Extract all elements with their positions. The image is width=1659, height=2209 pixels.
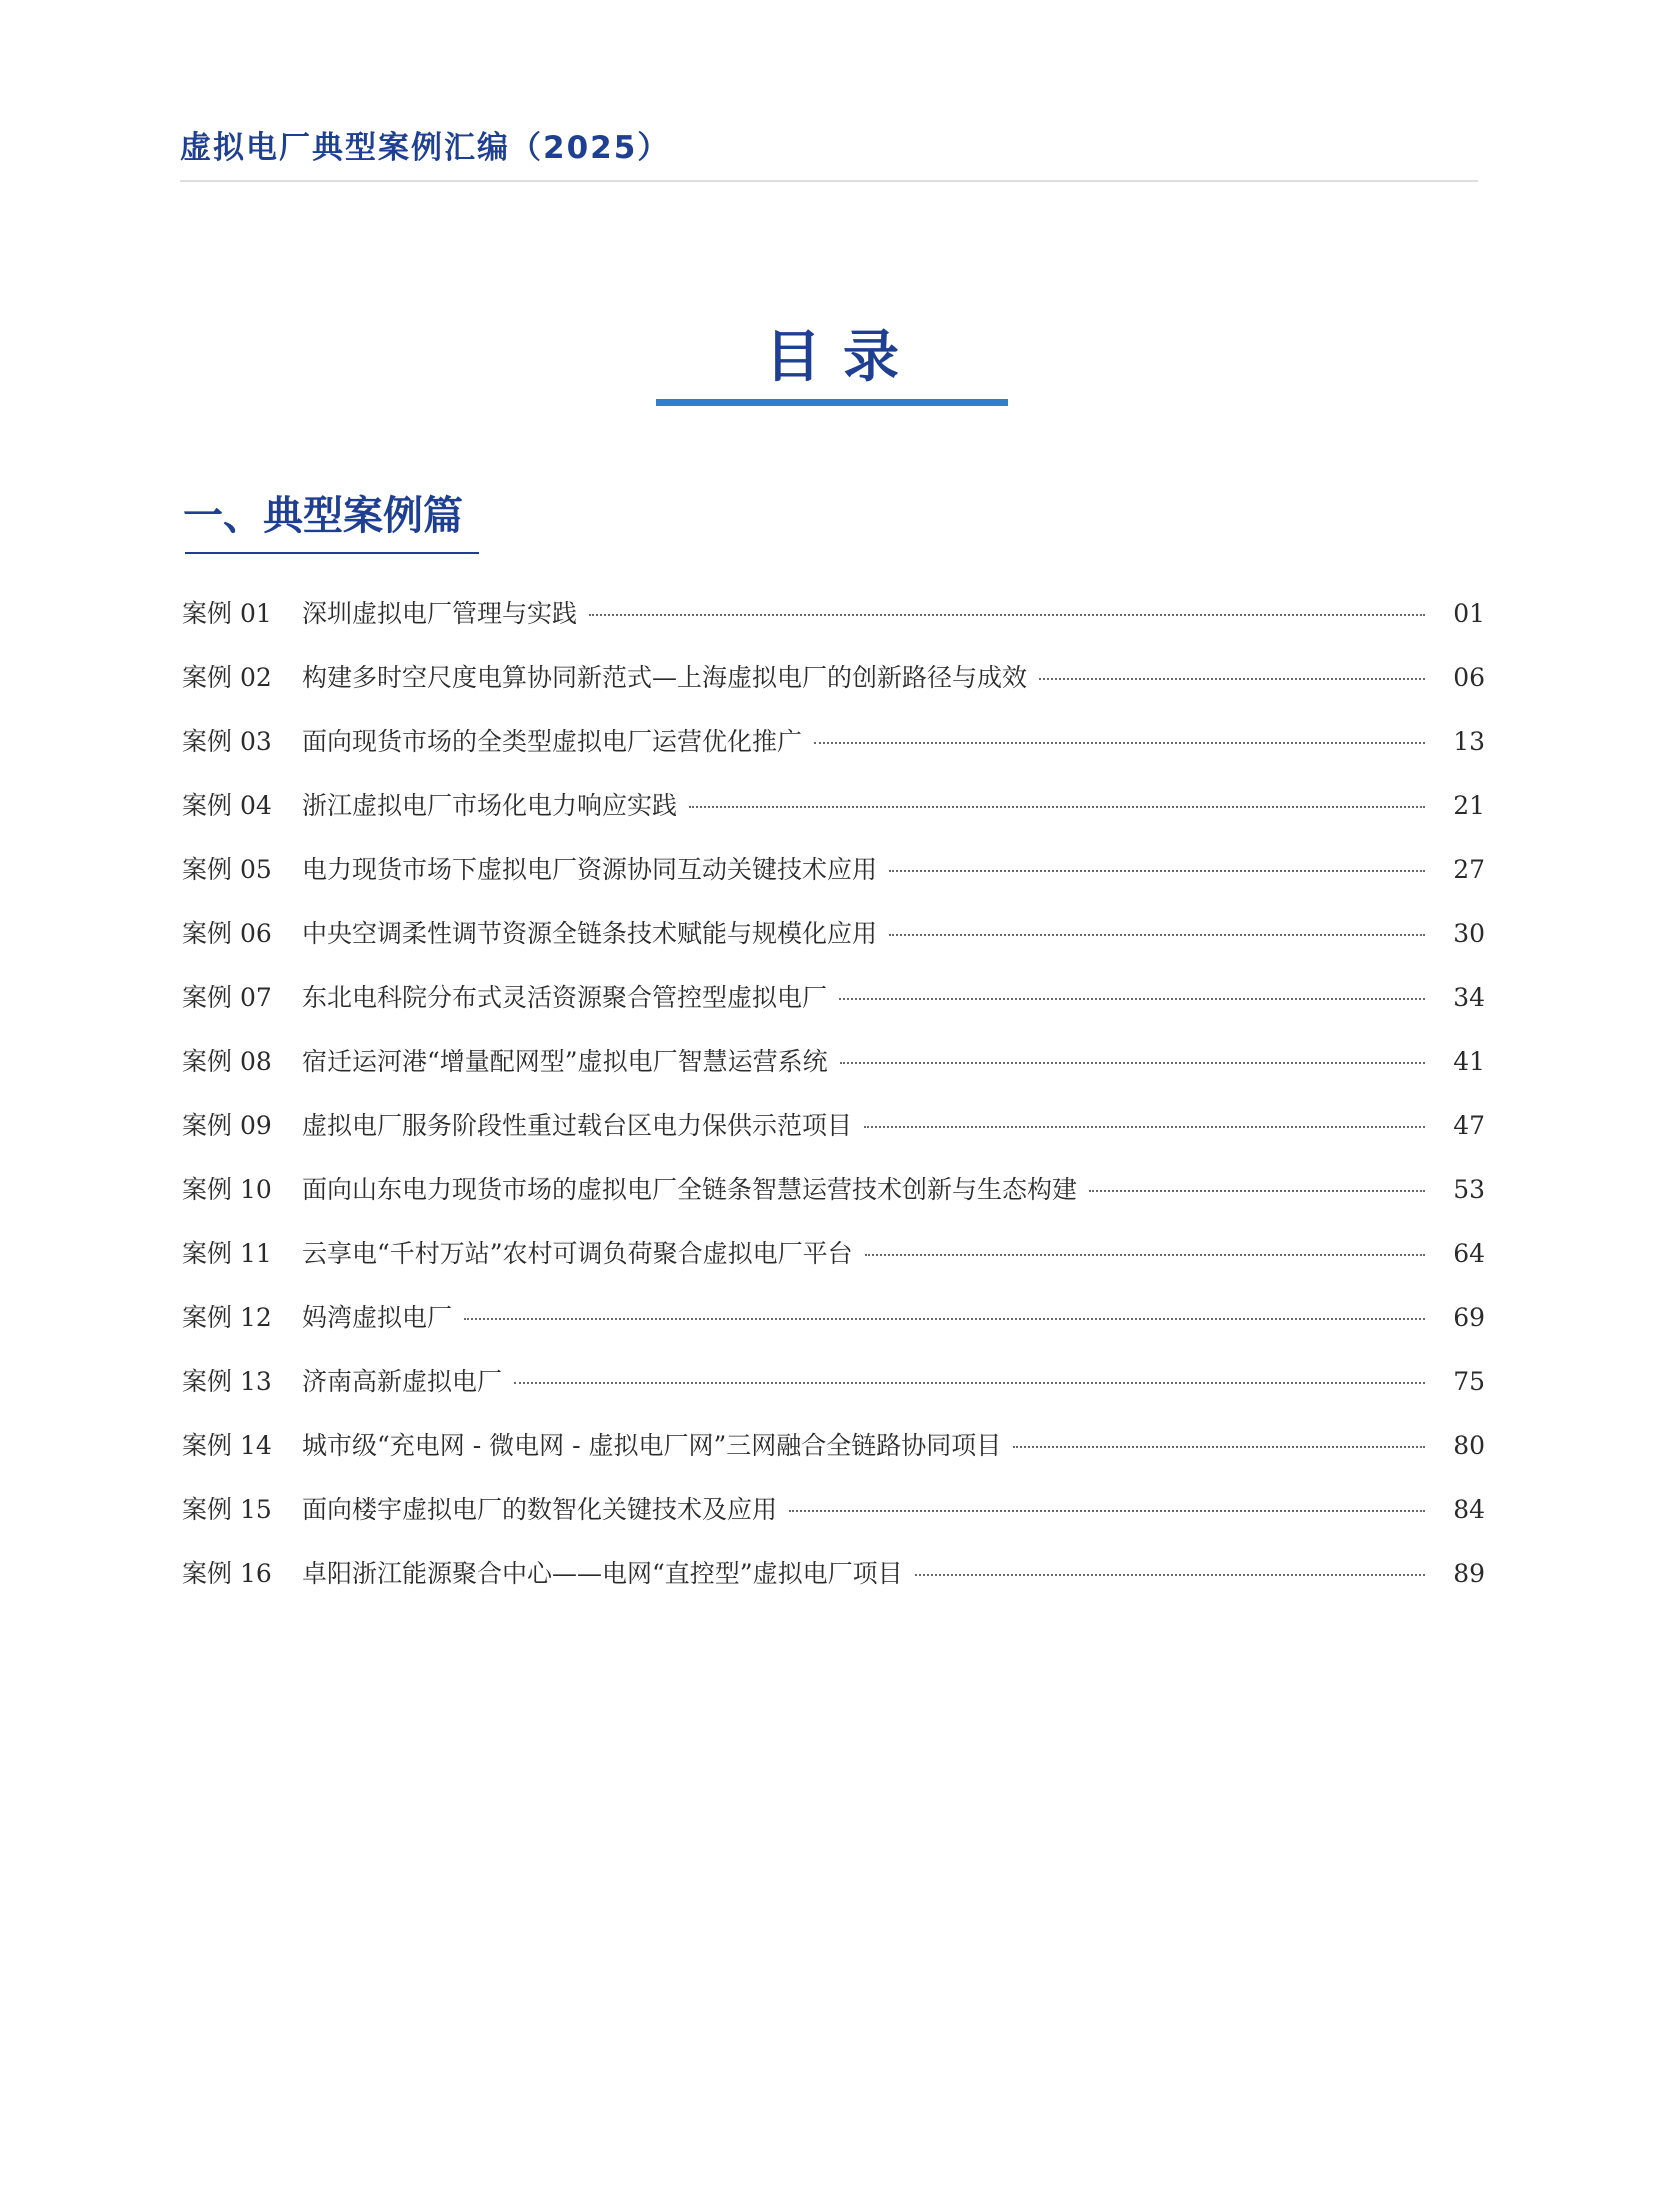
toc-entry[interactable] bbox=[182, 1362, 1485, 1426]
dot-leader bbox=[689, 806, 1425, 808]
toc-entry-title: 卓阳浙江能源聚合中心——电网“直控型”虚拟电厂项目 bbox=[302, 1559, 903, 1588]
header-divider bbox=[180, 180, 1478, 182]
dot-leader bbox=[1013, 1446, 1425, 1448]
toc-entry-title: 宿迁运河港“增量配网型”虚拟电厂智慧运营系统 bbox=[302, 1047, 828, 1076]
toc-list bbox=[182, 594, 1485, 1618]
toc-entry[interactable] bbox=[182, 1298, 1485, 1362]
dot-leader bbox=[789, 1510, 1425, 1512]
dot-leader bbox=[1039, 678, 1425, 680]
toc-entry[interactable] bbox=[182, 1426, 1485, 1490]
section-underline bbox=[185, 552, 479, 554]
toc-entry[interactable] bbox=[182, 1042, 1485, 1106]
toc-entry-title: 浙江虚拟电厂市场化电力响应实践 bbox=[302, 791, 678, 820]
toc-entry[interactable] bbox=[182, 658, 1485, 722]
dot-leader bbox=[865, 1254, 1425, 1256]
toc-entry-number: 案例 06 bbox=[182, 919, 272, 948]
toc-entry-title: 电力现货市场下虚拟电厂资源协同互动关键技术应用 bbox=[302, 855, 878, 884]
toc-entry[interactable] bbox=[182, 978, 1485, 1042]
document-header-title: 虚拟电厂典型案例汇编（2025） bbox=[180, 130, 671, 166]
toc-title-underline bbox=[656, 399, 1008, 406]
toc-entry-number: 案例 11 bbox=[182, 1239, 272, 1268]
toc-entry-page: 53 bbox=[1453, 1175, 1485, 1204]
dot-leader bbox=[864, 1126, 1425, 1128]
toc-entry-number: 案例 10 bbox=[182, 1175, 272, 1204]
toc-entry-number: 案例 02 bbox=[182, 663, 272, 692]
toc-entry-page: 30 bbox=[1453, 919, 1485, 948]
toc-entry-title: 东北电科院分布式灵活资源聚合管控型虚拟电厂 bbox=[302, 983, 828, 1012]
toc-entry-page: 64 bbox=[1453, 1239, 1485, 1268]
toc-entry-number: 案例 01 bbox=[182, 599, 272, 628]
dot-leader bbox=[840, 1062, 1425, 1064]
toc-entry[interactable] bbox=[182, 594, 1485, 658]
toc-entry-number: 案例 09 bbox=[182, 1111, 272, 1140]
toc-entry-title: 济南高新虚拟电厂 bbox=[302, 1367, 503, 1396]
toc-entry-number: 案例 12 bbox=[182, 1303, 272, 1332]
toc-entry[interactable] bbox=[182, 786, 1485, 850]
dot-leader bbox=[915, 1574, 1425, 1576]
toc-entry-page: 84 bbox=[1453, 1495, 1485, 1524]
dot-leader bbox=[514, 1382, 1425, 1384]
toc-entry-title: 构建多时空尺度电算协同新范式—上海虚拟电厂的创新路径与成效 bbox=[302, 663, 1028, 692]
dot-leader bbox=[839, 998, 1425, 1000]
toc-entry-number: 案例 05 bbox=[182, 855, 272, 884]
toc-entry[interactable] bbox=[182, 1234, 1485, 1298]
toc-entry-page: 41 bbox=[1453, 1047, 1485, 1076]
toc-entry-title: 深圳虚拟电厂管理与实践 bbox=[302, 599, 578, 628]
toc-entry-page: 47 bbox=[1453, 1111, 1485, 1140]
toc-entry-page: 89 bbox=[1453, 1559, 1485, 1588]
toc-entry-page: 06 bbox=[1453, 663, 1485, 692]
toc-entry-title: 妈湾虚拟电厂 bbox=[302, 1303, 453, 1332]
section-title: 一、典型案例篇 bbox=[183, 493, 463, 539]
toc-entry-title: 中央空调柔性调节资源全链条技术赋能与规模化应用 bbox=[302, 919, 878, 948]
toc-entry-title: 面向现货市场的全类型虚拟电厂运营优化推广 bbox=[302, 727, 803, 756]
toc-entry-title: 城市级“充电网 - 微电网 - 虚拟电厂网”三网融合全链路协同项目 bbox=[302, 1431, 1002, 1460]
toc-entry-number: 案例 16 bbox=[182, 1559, 272, 1588]
dot-leader bbox=[464, 1318, 1425, 1320]
toc-entry-number: 案例 15 bbox=[182, 1495, 272, 1524]
toc-entry-page: 27 bbox=[1453, 855, 1485, 884]
toc-entry[interactable] bbox=[182, 1106, 1485, 1170]
toc-entry-page: 13 bbox=[1453, 727, 1485, 756]
toc-entry-page: 01 bbox=[1453, 599, 1485, 628]
toc-entry-number: 案例 13 bbox=[182, 1367, 272, 1396]
toc-entry-page: 69 bbox=[1453, 1303, 1485, 1332]
toc-entry[interactable] bbox=[182, 1554, 1485, 1618]
dot-leader bbox=[814, 742, 1425, 744]
toc-entry-title: 面向楼宇虚拟电厂的数智化关键技术及应用 bbox=[302, 1495, 778, 1524]
dot-leader bbox=[589, 614, 1425, 616]
toc-entry-title: 面向山东电力现货市场的虚拟电厂全链条智慧运营技术创新与生态构建 bbox=[302, 1175, 1078, 1204]
toc-entry-number: 案例 07 bbox=[182, 983, 272, 1012]
toc-entry-page: 21 bbox=[1453, 791, 1485, 820]
toc-entry-page: 75 bbox=[1453, 1367, 1485, 1396]
toc-entry-title: 虚拟电厂服务阶段性重过载台区电力保供示范项目 bbox=[302, 1111, 853, 1140]
toc-title: 目录 bbox=[765, 325, 921, 390]
dot-leader bbox=[1089, 1190, 1425, 1192]
toc-entry-number: 案例 04 bbox=[182, 791, 272, 820]
toc-entry[interactable] bbox=[182, 914, 1485, 978]
toc-entry-title: 云享电“千村万站”农村可调负荷聚合虚拟电厂平台 bbox=[302, 1239, 853, 1268]
toc-entry-page: 80 bbox=[1453, 1431, 1485, 1460]
dot-leader bbox=[889, 870, 1425, 872]
toc-entry-number: 案例 03 bbox=[182, 727, 272, 756]
toc-entry-page: 34 bbox=[1453, 983, 1485, 1012]
dot-leader bbox=[889, 934, 1425, 936]
toc-entry-number: 案例 08 bbox=[182, 1047, 272, 1076]
toc-entry[interactable] bbox=[182, 850, 1485, 914]
toc-entry[interactable] bbox=[182, 1490, 1485, 1554]
toc-entry[interactable] bbox=[182, 722, 1485, 786]
toc-entry-number: 案例 14 bbox=[182, 1431, 272, 1460]
toc-entry[interactable] bbox=[182, 1170, 1485, 1234]
